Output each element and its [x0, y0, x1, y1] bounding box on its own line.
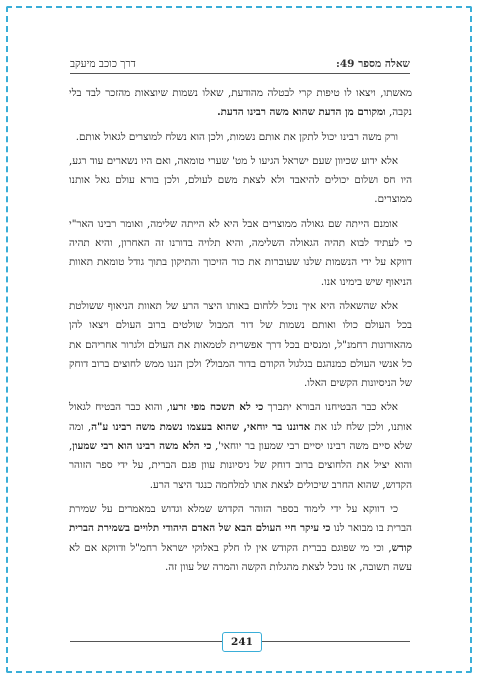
emphasized-text: אדוננו בר יוחאי, שהוא בעצמו נשמת משה רבינו ע"ה	[91, 420, 311, 433]
paragraph	[69, 297, 412, 393]
emphasized-text: כי הלא משה רבינו הוא רבי שמעון	[72, 440, 212, 453]
text-run: אומנם הייתה שם גאולה ממוצרים אבל היא לא הייתה שלימה, ואומר רבינו האר"י כי לעתיד לבוא תהיה הגאולה השלימה, והיא תלויה בדורנו זה האחרון, והיא תהיה דווקא על ידי הנשמות שלנו שעוברות את כור הזיכוך והתיקון בתוך גודל טומאת תאוות הניאוף שיש בימינו אנו.	[69, 217, 412, 288]
paragraph	[69, 128, 412, 147]
emphasized-text: ומקורם מן הדעת שהוא משה רבינו הדעת.	[217, 106, 386, 119]
text-run: , והוא יציל את הלחוצים ברוב דוחק של ניסיונות עוון פגם הברית, על ידי ספר הזוהר הקדוש, שהוא החרב שיכולים לצאת אתו למלחמה כנגד היצר הרע.	[69, 440, 412, 491]
header-divider	[70, 73, 410, 74]
book-title: דרך כוכב מיעקב	[70, 58, 136, 70]
paragraph	[69, 152, 412, 210]
paragraph	[69, 398, 412, 494]
text-run: ורק משה רבינו יכול לתקן את אותם נשמות, ולכן הוא נשלח למוצרים לגאול אותם.	[75, 130, 398, 143]
question-number: שאלה מספר 49:	[335, 58, 410, 70]
text-run: כי דווקא על ידי לימוד בספר הזוהר הקדוש שמלא וגדוש במאמרים על שמירת הברית בו מבואר לנו	[69, 502, 412, 535]
text-run: אלא ידוע שכיוון שעם ישראל הגיעו ל מט' שערי טומאה, ואם היו נשארים עוד רגע, היו חס ושלום יכולים להיאבד ולא לצאת משם לעולם, ולכן בורא עולם גאל אותנו ממוצרים.	[69, 154, 412, 206]
page-number: 241	[222, 632, 262, 652]
text-run: אלא שהשאלה היא איך נוכל ללחום באותו היצר הרע של תאוות הניאוף ששולטת בכל העולם כולו ואותם נשמות של דור המבול שולטים ברוב העולם ויצאו להן מהאורונות רחמנ"ל, ומנסים בכל דרך אפשרית לטמאות את העולם ולגרור אחריהם את כל אנשי העולם כמנהגם בגלגול הקודם בדור המבול? ולכן הננו ממש לחוצים ברוב דוחק של הניסיונות הקשים האלו.	[69, 299, 412, 390]
body-text	[69, 84, 412, 582]
emphasized-text: כי לא תשכח מפי זרעו	[169, 401, 264, 414]
text-run: , וכי מי שפוגם בברית הקודש אין לו חלק באלוקי ישראל רחמ"ל ודווקא אם לא עשה תשובה, אז נוכל לצאת מהגלות הקשה והמרה של עוון זה.	[69, 541, 412, 573]
emphasized-text: כי עיקר חיי העולם הבא של האדם היהודי תלויים בשמירת הברית קודש	[69, 522, 412, 554]
paragraph	[69, 215, 412, 292]
text-run: מאשתו, ויצאו לו טיפות קרי לבטלה מהודעת, שאלו נשמות שיוצאות מהזכר לבד בלי נקבה,	[69, 87, 412, 119]
text-run: , והוא כבר הבטיח לגאול אותנו, ולכן שלח לנו את	[69, 401, 412, 433]
text-run: , ומה שלא סיים משה רבינו יסיים רבי שמעון בר יוחאי',	[69, 420, 412, 453]
paragraph	[69, 500, 412, 577]
running-header	[70, 52, 410, 70]
text-run: אלא כבר הבטיחנו הבורא יתברך	[263, 401, 398, 414]
paragraph	[69, 84, 412, 123]
